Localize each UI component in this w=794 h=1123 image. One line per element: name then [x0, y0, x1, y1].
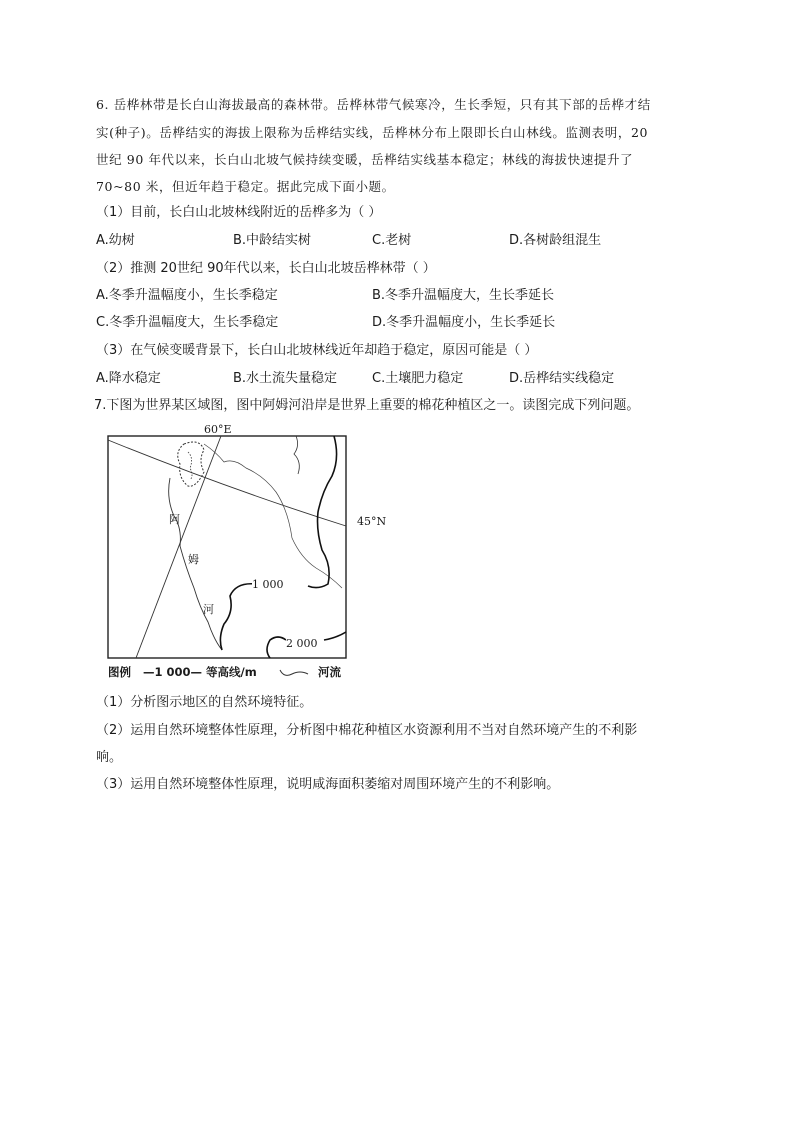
- q6-sub3-options: [96, 367, 696, 391]
- river-label-char-2: 姆: [188, 553, 199, 566]
- q6-sub2-option-d: D.冬季升温幅度小，生长季延长: [372, 315, 556, 330]
- aral-sea-inner-shore: [188, 452, 192, 480]
- q6-sub2-option-b: B.冬季升温幅度大，生长季延长: [372, 288, 555, 303]
- region-map: [96, 418, 356, 663]
- q6-sub3-option-b: B.水土流失量稳定: [233, 371, 338, 386]
- contour-2000-label: 2 000: [286, 637, 318, 650]
- q6-sub1-question: （1）目前，长白山北坡林线附近的岳桦多为（ ）: [96, 205, 382, 220]
- q6-sub1-option-b: B.中龄结实树: [233, 233, 312, 248]
- q6-sub1-option-c: C.老树: [372, 233, 412, 248]
- contour-2000-west: [267, 637, 286, 658]
- q6-sub2-options-row2: [96, 311, 696, 335]
- river-label-char-1: 阿: [169, 513, 180, 526]
- legend-title: 图例: [108, 665, 131, 679]
- q7-sub2-line1: （2）运用自然环境整体性原理，分析图中棉花种植区水资源利用不当对自然环境产生的不利影: [96, 723, 638, 738]
- q6-sub1-options: [96, 229, 696, 253]
- q7-sub1: （1）分析图示地区的自然环境特征。: [96, 695, 313, 710]
- q6-stem-line-2: 实(种子)。岳桦结实的海拔上限称为岳桦结实线，岳桦林分布上限即长白山林线。监测表明，20: [96, 125, 649, 140]
- q6-sub2-question: （2）推测 20世纪 90年代以来，长白山北坡岳桦林带（ ）: [96, 261, 436, 276]
- q6-sub2-option-c: C.冬季升温幅度大，生长季稳定: [96, 315, 279, 330]
- parallel-45n-line: [108, 440, 346, 526]
- q6-sub1-option-a: A.幼树: [96, 233, 135, 248]
- q6-sub3-option-d: D.岳桦结实线稳定: [509, 371, 615, 386]
- q6-stem-line-1: 6. 岳桦林带是长白山海拔最高的森林带。岳桦林带气候寒冷，生长季短，只有其下部的岳桦才结: [96, 97, 651, 112]
- contour-2000-east: [324, 632, 346, 640]
- q7-stem: 7.下图为世界某区域图，图中阿姆河沿岸是世界上重要的棉花种植区之一。读图完成下列问题。: [94, 398, 640, 413]
- syr-darya-river: [294, 436, 299, 474]
- contour-1000-label: 1 000: [252, 578, 284, 591]
- q6-sub3-option-a: A.降水稳定: [96, 371, 161, 386]
- river-label-char-3: 河: [203, 603, 214, 616]
- boundary-line: [204, 444, 342, 588]
- q6-stem-line-4: 70~80 米，但近年趋于稳定。据此完成下面小题。: [96, 179, 395, 194]
- q6-sub3-option-c: C.土壤肥力稳定: [372, 371, 464, 386]
- q7-sub2-line2: 响。: [96, 750, 123, 765]
- q6-stem-line-3: 世纪 90 年代以来，长白山北坡气候持续变暖，岳桦结实线基本稳定；林线的海拔快速提升了: [96, 152, 634, 167]
- legend-contour: —1 000— 等高线/m: [143, 665, 257, 679]
- q6-sub2-option-a: A.冬季升温幅度小，生长季稳定: [96, 288, 278, 303]
- q7-sub3: （3）运用自然环境整体性原理，说明咸海面积萎缩对周围环境产生的不利影响。: [96, 777, 560, 792]
- latitude-label: 45°N: [357, 515, 387, 528]
- contour-1000-west: [220, 584, 284, 650]
- legend-river-symbol: [276, 664, 316, 680]
- q6-sub3-question: （3）在气候变暖背景下，长白山北坡林线近年却趋于稳定，原因可能是（ ）: [96, 343, 538, 358]
- meridian-60e-line: [136, 436, 221, 658]
- longitude-label: 60°E: [204, 423, 232, 436]
- q6-sub1-option-d: D.各树龄组混生: [509, 233, 602, 248]
- q6-sub2-options-row1: [96, 284, 696, 308]
- map-frame: [108, 436, 346, 658]
- legend-river: 河流: [318, 665, 341, 679]
